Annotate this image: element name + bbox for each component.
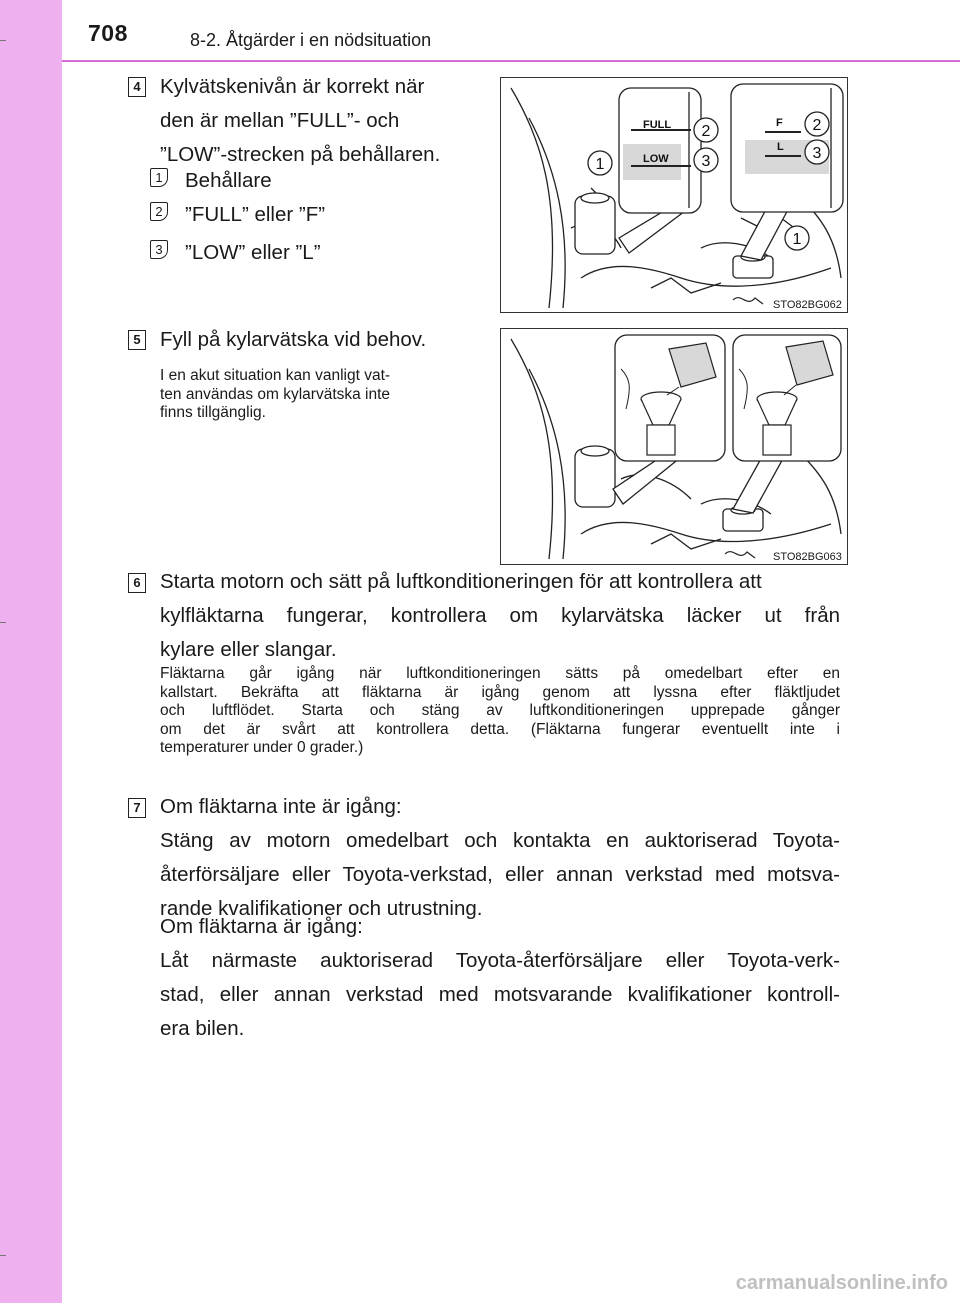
section-title: 8-2. Åtgärder i en nödsituation <box>190 30 432 50</box>
callout-1-marker: 1 <box>150 168 168 187</box>
step-7-para-1 <box>160 790 840 926</box>
step-6-note <box>160 665 840 758</box>
fig-callout-1: 1 <box>595 156 605 173</box>
step-7-badge: 7 <box>128 798 146 818</box>
step-4-line: ”LOW”-strecken på behållaren. <box>160 143 441 166</box>
callout-1-label: Behållare <box>185 169 272 192</box>
coolant-fill-figure <box>500 328 848 565</box>
callout-2-marker: 2 <box>150 202 168 221</box>
header-rule <box>62 60 960 62</box>
step-6-text <box>160 565 840 667</box>
step-4-badge: 4 <box>128 77 146 97</box>
step-6-badge: 6 <box>128 573 146 593</box>
step-6-line: kylare eller slangar. <box>160 638 337 661</box>
step-7-line: era bilen. <box>160 1017 245 1040</box>
step-6-note-line: kallstart. Bekräfta att fläktarna är igång genom att lyssna efter fläktljudet <box>160 683 840 701</box>
engine-bay-drawing <box>501 78 848 313</box>
coolant-fill-drawing <box>501 329 848 565</box>
step-4-text <box>160 70 485 172</box>
step-5-note <box>160 367 485 423</box>
step-6-line: Starta motorn och sätt på luftkonditioneringen för att kontrollera att <box>160 570 762 593</box>
step-7-para-2 <box>160 910 840 1046</box>
step-7-line: rande kvalifikationer och utrustning. <box>160 897 483 920</box>
step-5-note-line: I en akut situation kan vanligt vat- <box>160 367 391 384</box>
step-7-line: återförsäljare eller Toyota-verkstad, eller annan verkstad med motsva- <box>160 863 840 886</box>
step-7-line: Om fläktarna är igång: <box>160 915 363 938</box>
fig-callout-3: 3 <box>701 153 711 170</box>
page-number: 708 <box>88 20 128 46</box>
crop-mark <box>0 40 6 41</box>
l-mark-label: L <box>777 141 784 153</box>
step-4-line: den är mellan ”FULL”- och <box>160 109 400 132</box>
low-mark-label: LOW <box>643 153 669 165</box>
step-6-note-line: och luftflödet. Starta och stäng av luftkonditioneringen upprepade gånger <box>160 702 840 719</box>
step-4-line: Kylvätskenivån är korrekt när <box>160 75 425 98</box>
coolant-reservoir-figure <box>500 77 848 313</box>
fig-callout-1: 1 <box>792 231 802 248</box>
step-7-line: stad, eller annan verkstad med motsvarande kvalifikationer kontroll- <box>160 983 840 1006</box>
page-edge-strip <box>0 0 62 1303</box>
step-7-line: Om fläktarna inte är igång: <box>160 795 402 818</box>
watermark: carmanualsonline.info <box>735 1272 948 1294</box>
step-5-note-line: ten användas om kylarvätska inte <box>160 385 391 403</box>
step-5-title: Fyll på kylarvätska vid behov. <box>160 328 427 351</box>
fig-callout-3: 3 <box>812 145 822 162</box>
step-5-note-line: finns tillgänglig. <box>160 404 266 421</box>
fig-callout-2: 2 <box>812 117 822 134</box>
callout-2-label: ”FULL” eller ”F” <box>185 203 326 226</box>
crop-mark <box>0 622 6 623</box>
crop-mark <box>0 1255 6 1256</box>
figure-code: STO82BG062 <box>773 299 842 311</box>
full-mark-label: FULL <box>643 119 672 131</box>
step-7-line: Stäng av motorn omedelbart och kontakta en auktoriserad Toyota- <box>160 829 840 852</box>
step-6-note-line: temperaturer under 0 grader.) <box>160 739 364 756</box>
callout-3-label: ”LOW” eller ”L” <box>185 241 321 264</box>
f-mark-label: F <box>776 117 783 129</box>
step-6-note-line: Fläktarna går igång när luftkonditioneringen sätts på omedelbart efter en <box>160 665 840 682</box>
step-6-line: kylfläktarna fungerar, kontrollera om kylarvätska läcker ut från <box>160 604 840 627</box>
callout-3-marker: 3 <box>150 240 168 259</box>
step-7-line: Låt närmaste auktoriserad Toyota-återförsäljare eller Toyota-verk- <box>160 949 840 972</box>
step-6-note-line: om det är svårt att kontrollera detta. (Fläktarna fungerar eventuellt inte i <box>160 720 840 738</box>
step-5-badge: 5 <box>128 330 146 350</box>
figure-code: STO82BG063 <box>773 551 842 563</box>
fig-callout-2: 2 <box>701 123 711 140</box>
